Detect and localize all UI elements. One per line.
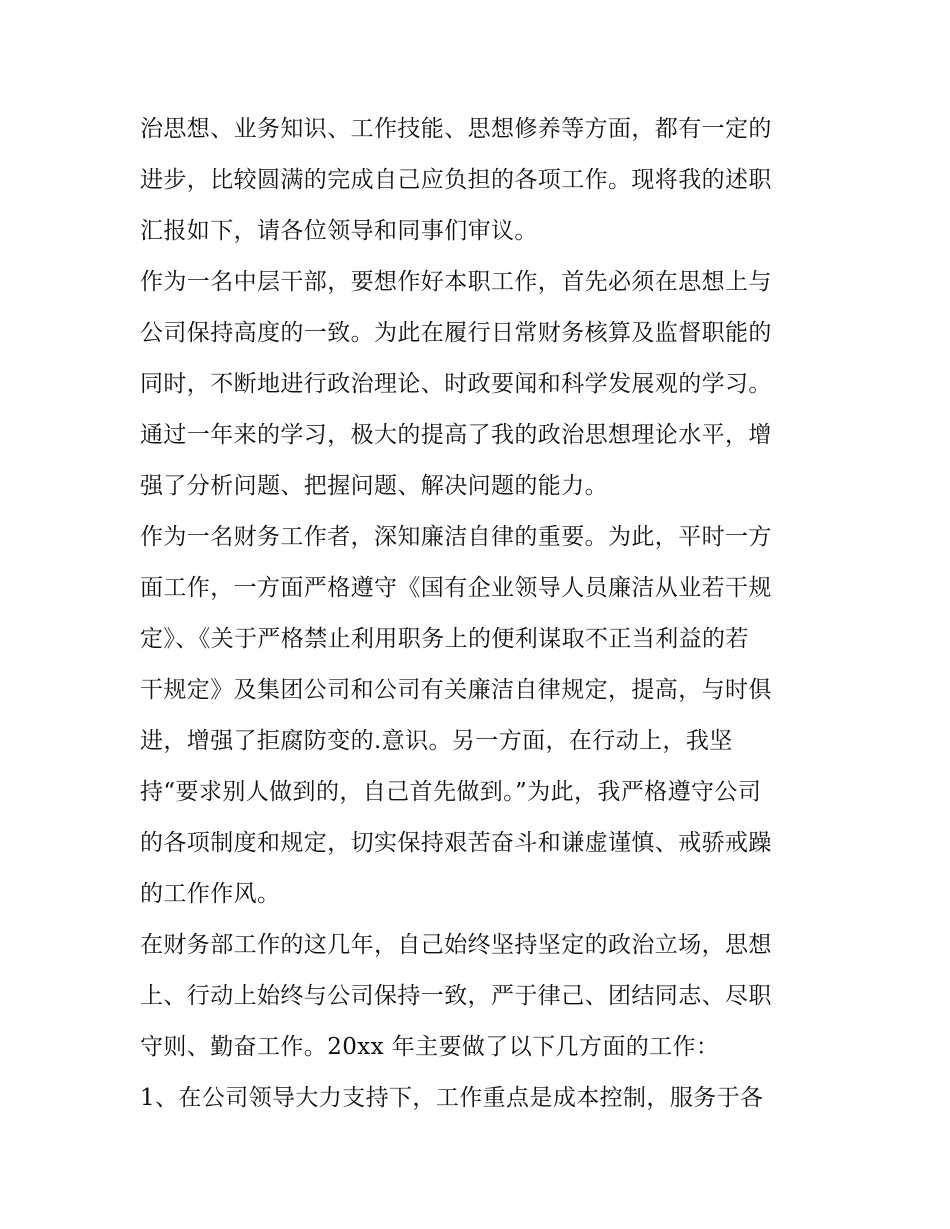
text-line: 进，增强了拒腐防变的.意识。另一方面，在行动上，我坚 — [140, 728, 733, 754]
text-line: 通过一年来的学习，极大的提高了我的政治思想理论水平，增 — [140, 422, 772, 448]
text-line: 1、在公司领导大力支持下，工作重点是成本控制，服务于各 — [140, 1085, 764, 1111]
text-line: 持“要求别人做到的，自己首先做到。”为此，我严格遵守公司 — [140, 779, 762, 805]
text-line: 干规定》及集团公司和公司有关廉洁自律规定，提高，与时俱 — [140, 677, 772, 703]
text-line: 强了分析问题、把握问题、解决问题的能力。 — [140, 473, 608, 499]
text-line: 的工作作风。 — [140, 881, 281, 907]
text-line: 作为一名财务工作者，深知廉洁自律的重要。为此，平时一方 — [140, 524, 772, 550]
text-line: 作为一名中层干部，要想作好本职工作，首先必须在思想上与 — [140, 269, 772, 295]
text-line: 在财务部工作的这几年，自己始终坚持坚定的政治立场，思想 — [140, 932, 772, 958]
text-line: 面工作，一方面严格遵守《国有企业领导人员廉洁从业若干规 — [140, 575, 772, 601]
text-line: 进步，比较圆满的完成自己应负担的各项工作。现将我的述职 — [140, 167, 772, 193]
text-line: 治思想、业务知识、工作技能、思想修养等方面，都有一定的 — [140, 116, 772, 142]
text-line: 同时，不断地进行政治理论、时政要闻和科学发展观的学习。 — [140, 371, 772, 397]
text-line: 定》、《关于严格禁止利用职务上的便利谋取不正当利益的若 — [140, 626, 749, 652]
text-line: 公司保持高度的一致。为此在履行日常财务核算及监督职能的 — [140, 320, 772, 346]
text-line: 汇报如下，请各位领导和同事们审议。 — [140, 218, 538, 244]
text-line: 守则、勤奋工作。20xx 年主要做了以下几方面的工作： — [140, 1034, 720, 1060]
text-line: 的各项制度和规定，切实保持艰苦奋斗和谦虚谨慎、戒骄戒躁 — [140, 830, 772, 856]
text-line: 上、行动上始终与公司保持一致，严于律己、团结同志、尽职 — [140, 983, 772, 1009]
